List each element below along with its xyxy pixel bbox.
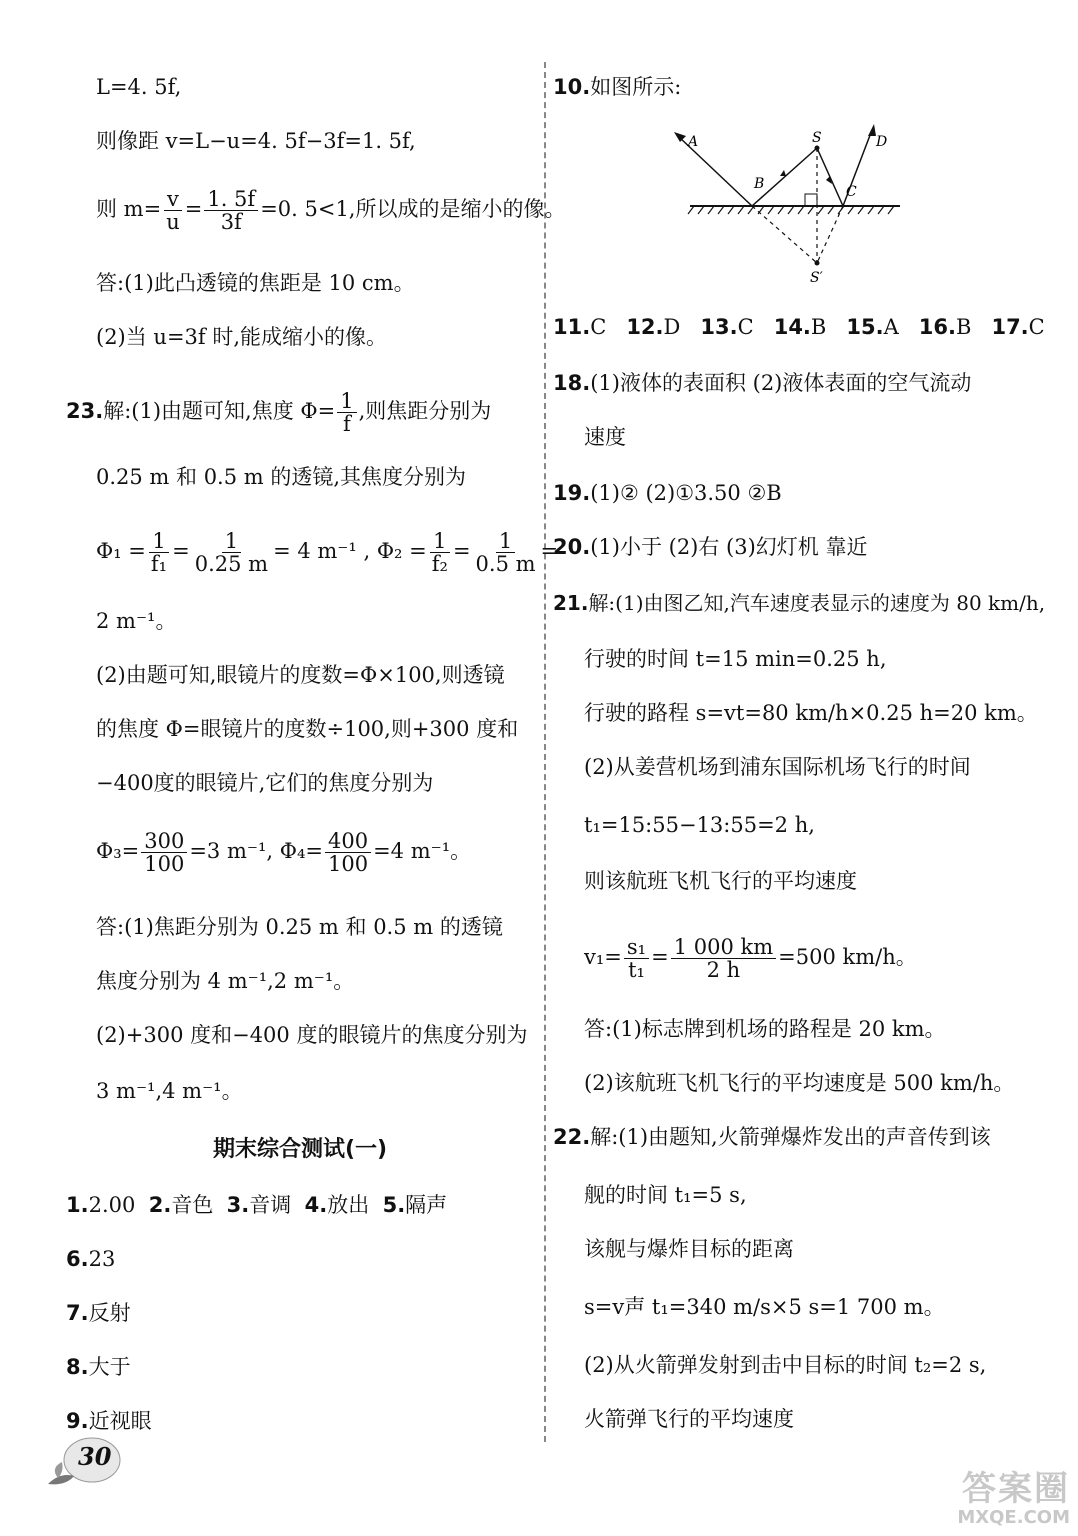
- text-line: (2)当 u=3f 时,能成缩小的像。: [96, 325, 388, 349]
- label-B: B: [754, 176, 765, 192]
- text-line: 答:(1)焦距分别为 0.25 m 和 0.5 m 的透镜: [96, 915, 503, 939]
- text-line: 则该航班飞机飞行的平均速度: [584, 869, 857, 893]
- section-title: 期末综合测试(一): [212, 1137, 388, 1162]
- question-18: 18.(1)液体的表面积 (2)液体表面的空气流动: [553, 371, 972, 395]
- text-line: 的焦度 Φ=眼镜片的度数÷100,则+300 度和: [96, 717, 519, 741]
- mirror-hatching: [688, 206, 894, 214]
- formula-line: Φ₁ = $\frac{1}{\text{f₁}}$ = $\frac{1}{0.25 m}$ = 4 m⁻¹ , Φ₂ = $\frac{1}{\text{f₂}}$ = $\frac{1}{0.5 m}$ =: [96, 529, 559, 576]
- text-line: 舰的时间 t₁=5 s,: [584, 1183, 747, 1207]
- answers-1-5: 1.2.00 2.音色 3.音调 4.放出 5.隔声: [66, 1193, 448, 1217]
- page-number: 30: [78, 1442, 112, 1471]
- text-line: 火箭弹飞行的平均速度: [584, 1407, 794, 1431]
- text-line: (2)从姜营机场到浦东国际机场飞行的时间: [584, 755, 971, 779]
- page-number-badge: [40, 1432, 130, 1492]
- question-19: 19.(1)② (2)①3.50 ②B: [553, 481, 782, 505]
- text-line: −400度的眼镜片,它们的焦度分别为: [96, 771, 434, 795]
- formula-line: 则 m= $\frac{v}{u}$ = $\frac{1. 5f}{3f}$ =0. 5<1,所以成的是缩小的像。: [96, 187, 566, 234]
- text-line: 0.25 m 和 0.5 m 的透镜,其焦度分别为: [96, 465, 467, 489]
- text-line: 焦度分别为 4 m⁻¹,2 m⁻¹。: [96, 969, 355, 993]
- formula-line: Φ₃= $\frac{300}{100}$ =3 m⁻¹, Φ₄= $\frac{400}{100}$ =4 m⁻¹。: [96, 829, 472, 876]
- text-line: (2)由题可知,眼镜片的度数=Φ×100,则透镜: [96, 663, 505, 687]
- text-line: 行驶的路程 s=vt=80 km/h×0.25 h=20 km。: [584, 701, 1038, 725]
- fraction: $\frac{v}{u}$: [163, 188, 183, 233]
- text-line: 2 m⁻¹。: [96, 609, 177, 633]
- answer-9: 9.近视眼: [66, 1409, 152, 1433]
- label-S-prime: S′: [810, 270, 823, 286]
- text-line: 该舰与爆炸目标的距离: [584, 1237, 794, 1261]
- text-line: (2)从火箭弹发射到击中目标的时间 t₂=2 s,: [584, 1353, 987, 1377]
- column-divider: [544, 62, 546, 1442]
- watermark-url: MXQE.COM: [957, 1507, 1070, 1528]
- question-21: 21.解:(1)由图乙知,汽车速度表显示的速度为 80 km/h,: [553, 591, 1046, 615]
- text-line: L=4. 5f,: [96, 75, 182, 99]
- text-line: 答:(1)此凸透镜的焦距是 10 cm。: [96, 271, 415, 295]
- text-line: 3 m⁻¹,4 m⁻¹。: [96, 1079, 243, 1103]
- text-line: (2)+300 度和−400 度的眼镜片的焦度分别为: [96, 1023, 528, 1047]
- watermark-logo: 答案圈: [962, 1469, 1070, 1509]
- text-line: (2)该航班飞机飞行的平均速度是 500 km/h。: [584, 1071, 1015, 1095]
- text-line: t₁=15:55−13:55=2 h,: [584, 813, 815, 837]
- label-C: C: [846, 184, 857, 200]
- text-line: 则像距 v=L−u=4. 5f−3f=1. 5f,: [96, 129, 416, 153]
- answer-7: 7.反射: [66, 1301, 131, 1325]
- label-A: A: [688, 134, 699, 150]
- text-line: 速度: [584, 425, 626, 449]
- question-23: 23.解:(1)由题可知,焦度 Φ= $\frac{1}{f}$ ,则焦距分别为: [66, 389, 492, 436]
- text-line: 答:(1)标志牌到机场的路程是 20 km。: [584, 1017, 946, 1041]
- reflection-diagram: [660, 118, 920, 288]
- fraction: $\frac{1}{f}$: [337, 390, 356, 435]
- fraction: $\frac{1. 5f}{3f}$: [204, 188, 258, 233]
- text-line: s=v声 t₁=340 m/s×5 s=1 700 m。: [584, 1295, 945, 1319]
- answer-8: 8.大于: [66, 1355, 131, 1379]
- formula-line: v₁= $\frac{\text{s₁}}{\text{t₁}}$ = $\frac{1 000 km}{2 h}$ =500 km/h。: [584, 935, 917, 982]
- label-D: D: [876, 134, 888, 150]
- answer-6: 6.23: [66, 1247, 116, 1271]
- watermark: [895, 1470, 1070, 1530]
- question-22: 22.解:(1)由题知,火箭弹爆炸发出的声音传到该: [553, 1125, 991, 1149]
- question-10: 10.如图所示:: [553, 75, 682, 99]
- text-line: 行驶的时间 t=15 min=0.25 h,: [584, 647, 887, 671]
- label-S: S: [812, 130, 822, 146]
- answers-11-17: 11.C 12.D 13.C 14.B 15.A 16.B 17.C: [553, 315, 1045, 339]
- question-20: 20.(1)小于 (2)右 (3)幻灯机 靠近: [553, 535, 868, 559]
